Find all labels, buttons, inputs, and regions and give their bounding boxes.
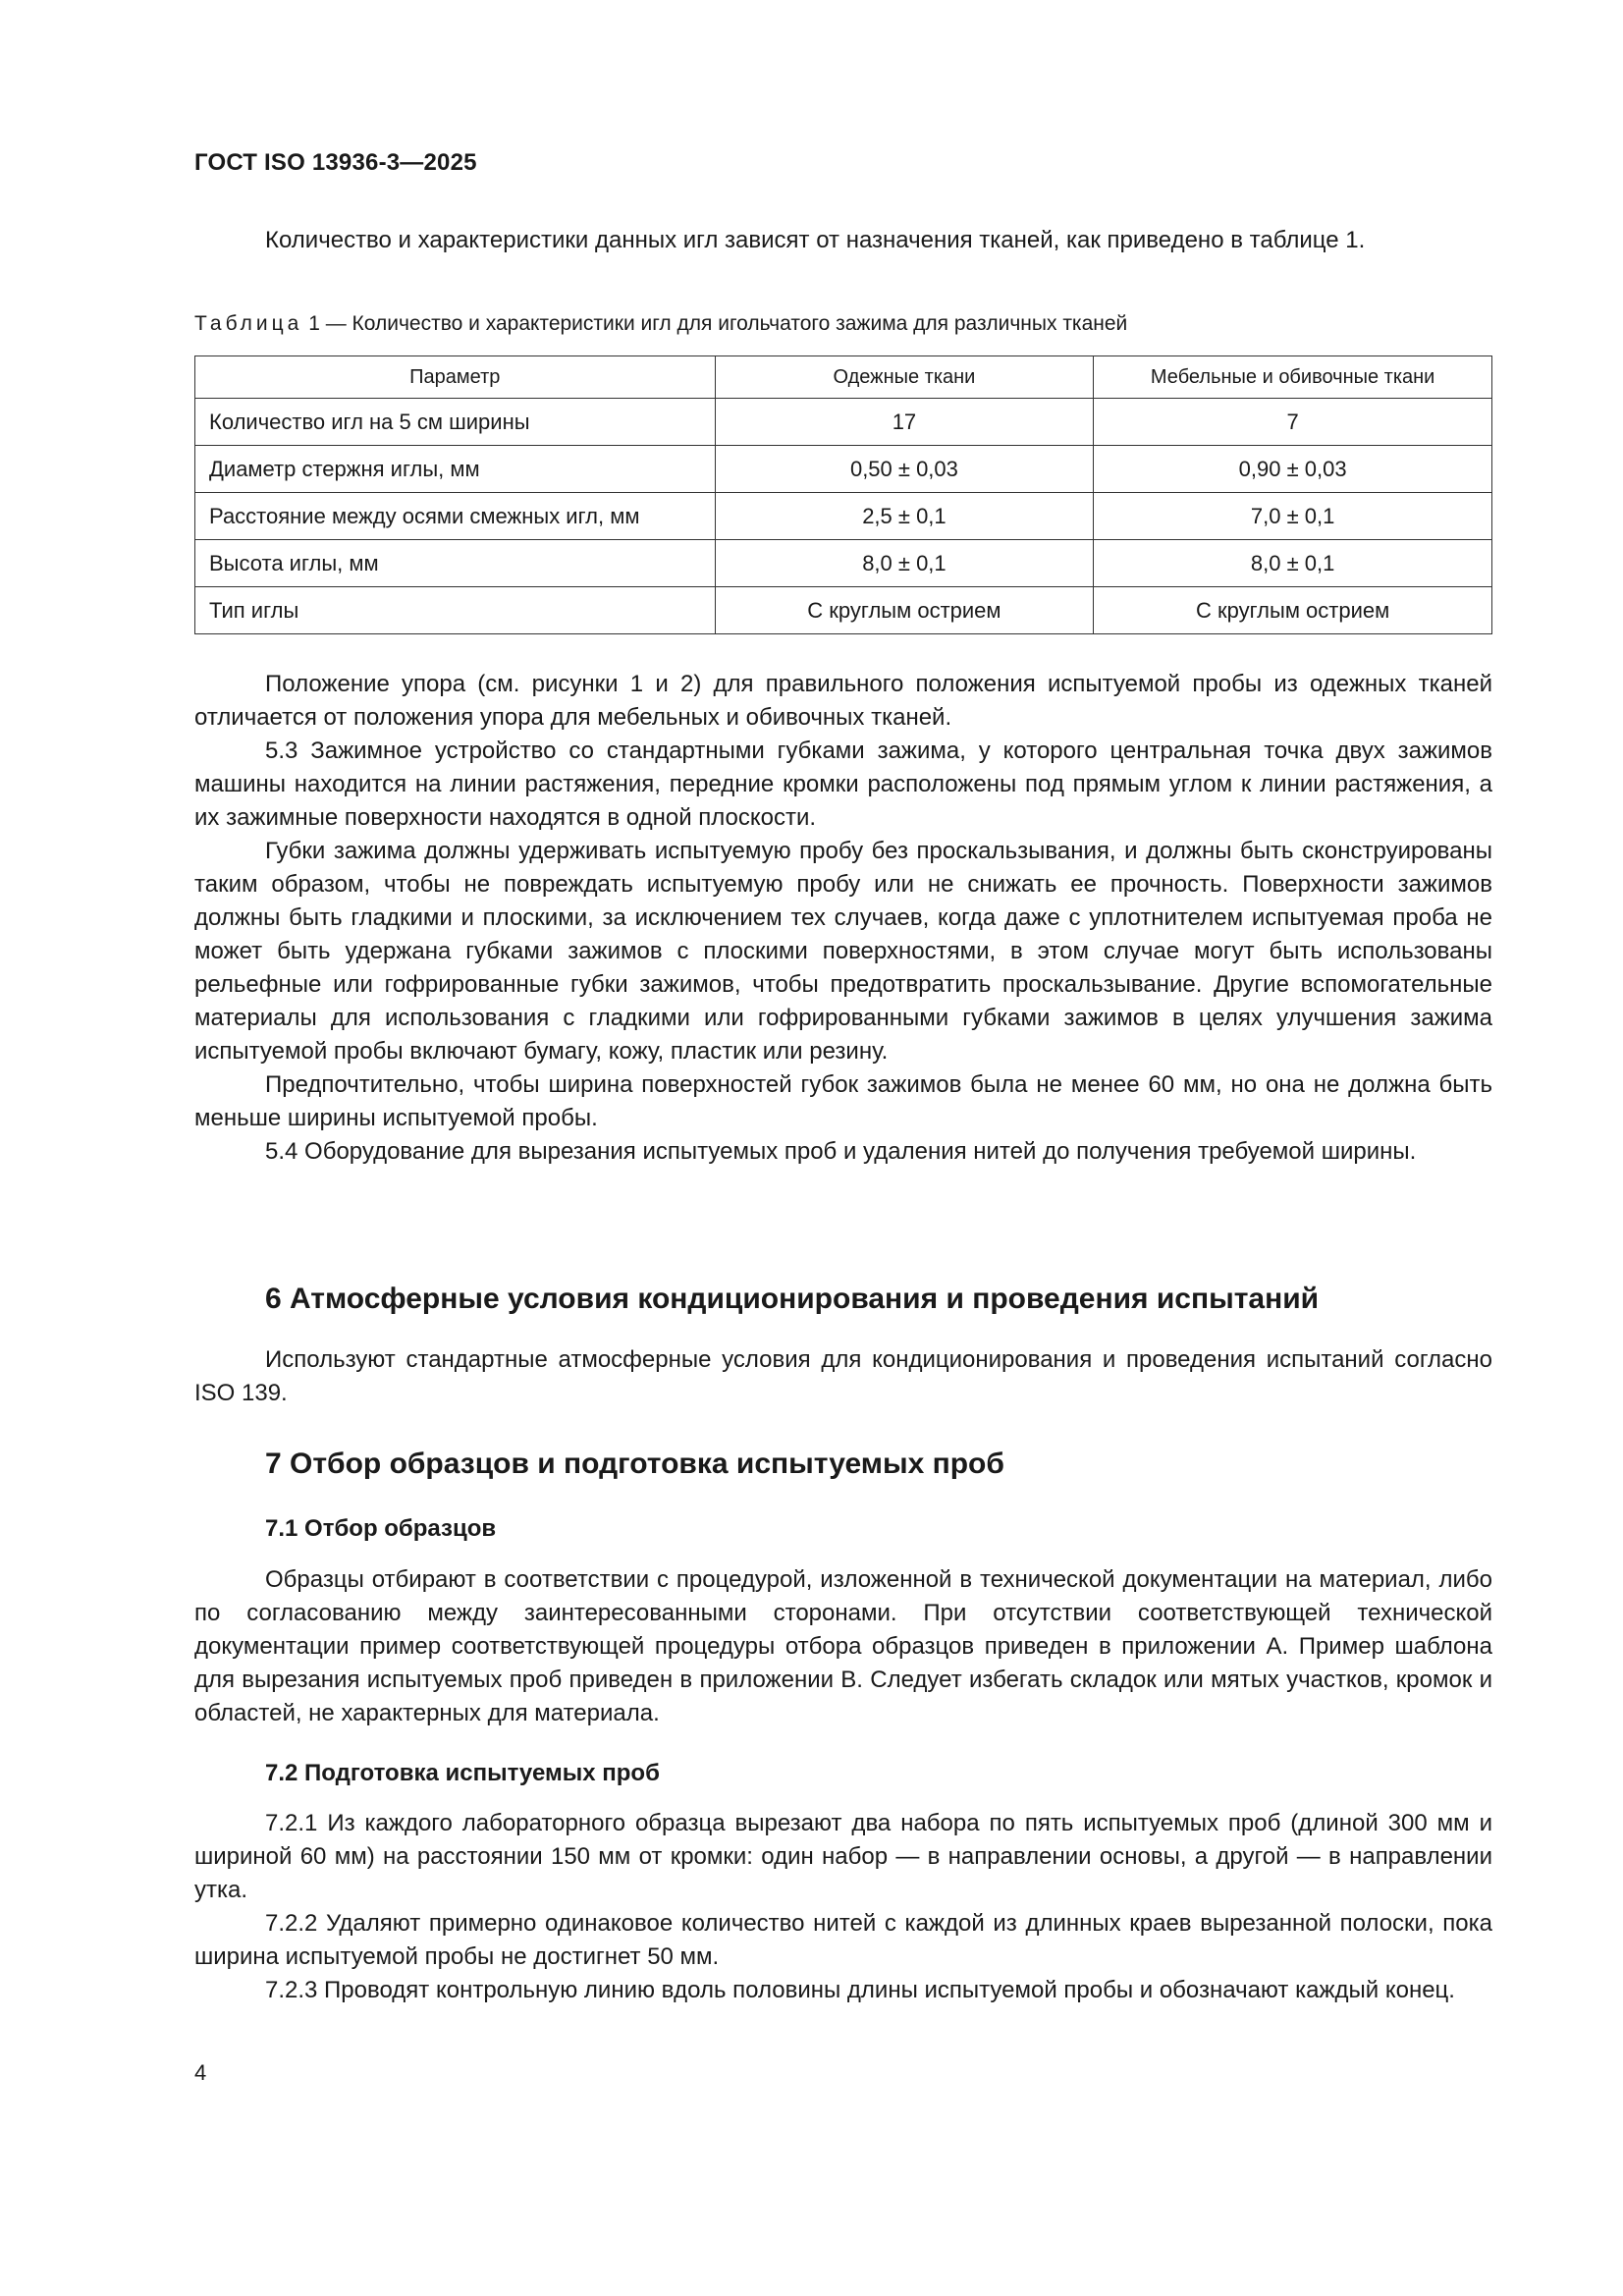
clause-7-2-1-paragraph: 7.2.1 Из каждого лабораторного образца вырезают два набора по пять испытуемых проб (длиной 300 мм и шириной 60 мм) на расстоянии 150 мм от кромки: один набор — в направлении основы, а другой — в направлении утка. xyxy=(194,1810,1492,1903)
table-cell: С круглым острием xyxy=(1094,587,1492,634)
clause-7-1-block xyxy=(194,1563,1492,1730)
stop-position-paragraph: Положение упора (см. рисунки 1 и 2) для правильного положения испытуемой пробы из одежных тканей отличается от положения упора для мебельных и обивочных тканей. xyxy=(194,671,1492,731)
page-number: 4 xyxy=(194,2060,207,2085)
document-code-header: ГОСТ ISO 13936-3—2025 xyxy=(194,149,477,176)
intro-block xyxy=(194,224,1492,257)
jaws-paragraph: Губки зажима должны удерживать испытуемую пробу без проскальзывания, и должны быть сконструированы таким образом, чтобы не повреждать испытуемую пробу или не снижать ее прочность. Поверхности зажимов должны быть гладкими и плоскими, за исключением тех случаев, когда даже с уплотнителем испытуемая проба не может быть удержана губками зажимов с плоскими поверхностями, в этом случае могут быть использованы рельефные или гофрированные губки зажимов, чтобы предотвратить проскальзывание. Другие вспомогательные материалы для использования с гладкими или гофрированными губками зажимов в целях улучшения зажима испытуемой пробы включают бумагу, кожу, пластик или резину. xyxy=(194,838,1492,1065)
table-cell: Количество игл на 5 см ширины xyxy=(195,399,716,446)
clause-5-3-paragraph: 5.3 Зажимное устройство со стандартными губками зажима, у которого центральная точка двух зажимов машины находится на линии растяжения, передние кромки расположены под прямым углом к линии растяжения, а их зажимные поверхности находятся в одной плоскости. xyxy=(194,738,1492,831)
table-row xyxy=(195,493,1492,540)
table-header-cell: Одежные ткани xyxy=(715,356,1094,399)
table-cell: 2,5 ± 0,1 xyxy=(715,493,1094,540)
table-row xyxy=(195,446,1492,493)
table-caption xyxy=(194,312,1127,336)
section7-heading: 7 Отбор образцов и подготовка испытуемых проб xyxy=(265,1448,1004,1480)
section5-block xyxy=(194,668,1492,1169)
table-cell: 8,0 ± 0,1 xyxy=(715,540,1094,587)
table-cell: 0,90 ± 0,03 xyxy=(1094,446,1492,493)
table-caption-label: Таблица xyxy=(194,312,303,335)
table-header-row xyxy=(195,356,1492,399)
table-cell: Диаметр стержня иглы, мм xyxy=(195,446,716,493)
table-header-cell: Параметр xyxy=(195,356,716,399)
clause-7-2-3-paragraph: 7.2.3 Проводят контрольную линию вдоль половины длины испытуемой пробы и обозначают каждый конец. xyxy=(265,1977,1455,2003)
section6-block xyxy=(194,1343,1492,1410)
table-cell: 0,50 ± 0,03 xyxy=(715,446,1094,493)
jaw-width-paragraph: Предпочтительно, чтобы ширина поверхностей губок зажимов была не менее 60 мм, но она не должна быть меньше ширины испытуемой пробы. xyxy=(194,1071,1492,1131)
table-row xyxy=(195,587,1492,634)
table-cell: Расстояние между осями смежных игл, мм xyxy=(195,493,716,540)
table-cell: Тип иглы xyxy=(195,587,716,634)
clause-7-1-heading: 7.1 Отбор образцов xyxy=(265,1515,497,1542)
clause-7-1-paragraph: Образцы отбирают в соответствии с процедурой, изложенной в технической документации на материал, либо по согласованию между заинтересованными сторонами. При отсутствии соответствующей технической документации пример соответствующей процедуры отбора образцов приведен в приложении А. Пример шаблона для вырезания испытуемых проб приведен в приложении В. Следует избегать складок или мятых участков, кромок и областей, не характерных для материала. xyxy=(194,1566,1492,1726)
table-cell: С круглым острием xyxy=(715,587,1094,634)
table-cell: 17 xyxy=(715,399,1094,446)
table-header-cell: Мебельные и обивочные ткани xyxy=(1094,356,1492,399)
section6-heading: 6 Атмосферные условия кондиционирования и проведения испытаний xyxy=(265,1283,1320,1315)
clause-7-2-block xyxy=(194,1807,1492,2007)
clause-7-2-2-paragraph: 7.2.2 Удаляют примерно одинаковое количество нитей с каждой из длинных краев вырезанной полоски, пока ширина испытуемой пробы не достигнет 50 мм. xyxy=(194,1910,1492,1970)
clause-5-4-paragraph: 5.4 Оборудование для вырезания испытуемых проб и удаления нитей до получения требуемой ширины. xyxy=(265,1138,1417,1165)
table-row xyxy=(195,399,1492,446)
table-cell: 7 xyxy=(1094,399,1492,446)
clause-7-2-heading: 7.2 Подготовка испытуемых проб xyxy=(265,1760,660,1786)
table-row xyxy=(195,540,1492,587)
needle-characteristics-table xyxy=(194,355,1492,634)
table-caption-text: 1 — Количество и характеристики игл для игольчатого зажима для различных тканей xyxy=(308,312,1128,335)
intro-paragraph: Количество и характеристики данных игл зависят от назначения тканей, как приведено в таблице 1. xyxy=(265,227,1366,253)
table-cell: 8,0 ± 0,1 xyxy=(1094,540,1492,587)
table-cell: Высота иглы, мм xyxy=(195,540,716,587)
section6-paragraph: Используют стандартные атмосферные условия для кондиционирования и проведения испытаний согласно ISO 139. xyxy=(194,1346,1492,1406)
table-cell: 7,0 ± 0,1 xyxy=(1094,493,1492,540)
